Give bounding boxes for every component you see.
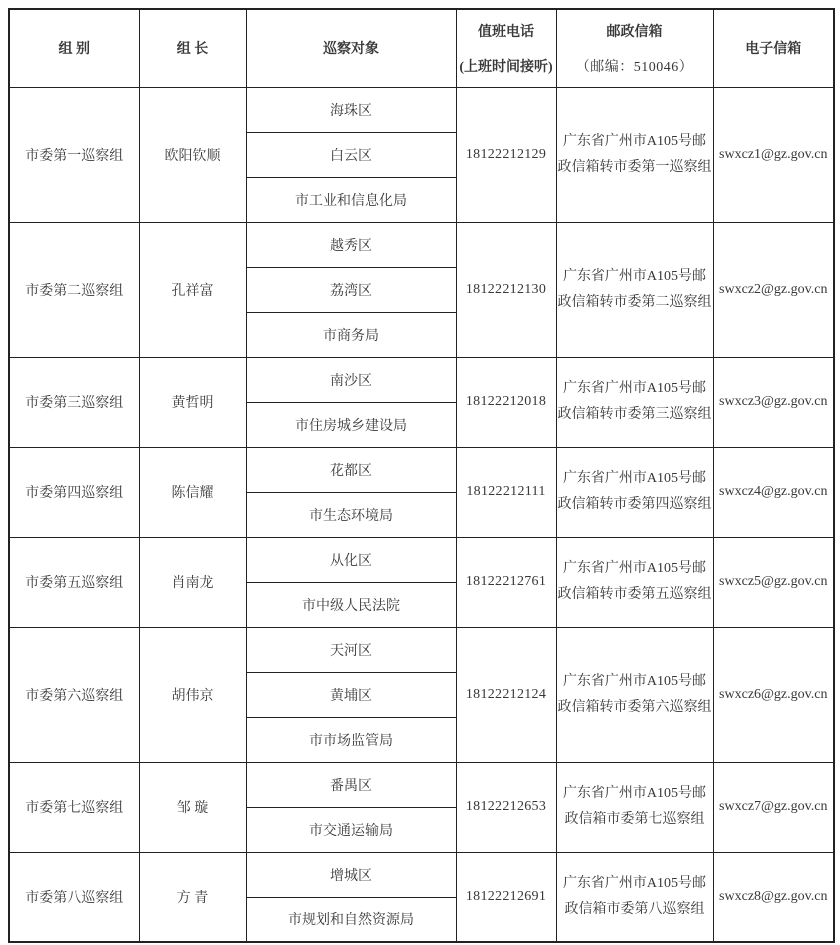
duty-phone-cell: 18122212761 <box>456 537 556 627</box>
header-duty-phone <box>456 9 556 87</box>
header-postal-box-note: （邮编：510046） <box>575 59 694 75</box>
header-duty-phone-note: (上班时间接听) <box>459 59 553 75</box>
target-cell: 从化区 <box>246 537 456 582</box>
target-cell: 市工业和信息化局 <box>246 177 456 222</box>
email-cell: swxcz7@gz.gov.cn <box>713 762 834 852</box>
leader-cell: 方 青 <box>139 852 246 942</box>
group-cell: 市委第五巡察组 <box>9 537 139 627</box>
duty-phone-cell: 18122212691 <box>456 852 556 942</box>
postal-box-cell: 广东省广州市A105号邮政信箱转市委第一巡察组 <box>556 87 713 222</box>
leader-cell: 邹 璇 <box>139 762 246 852</box>
duty-phone-cell: 18122212130 <box>456 222 556 357</box>
target-cell: 市住房城乡建设局 <box>246 402 456 447</box>
header-email: 电子信箱 <box>713 9 834 87</box>
table-row <box>9 357 834 402</box>
target-cell: 花都区 <box>246 447 456 492</box>
leader-cell: 欧阳钦顺 <box>139 87 246 222</box>
table-row <box>9 87 834 132</box>
table-row <box>9 762 834 807</box>
postal-box-cell: 广东省广州市A105号邮政信箱转市委第四巡察组 <box>556 447 713 537</box>
table-row <box>9 852 834 897</box>
email-cell: swxcz5@gz.gov.cn <box>713 537 834 627</box>
email-cell: swxcz8@gz.gov.cn <box>713 852 834 942</box>
leader-cell: 孔祥富 <box>139 222 246 357</box>
header-row <box>9 9 834 87</box>
target-cell: 白云区 <box>246 132 456 177</box>
email-cell: swxcz1@gz.gov.cn <box>713 87 834 222</box>
header-postal-box-title: 邮政信箱 <box>606 24 663 40</box>
leader-cell: 黄哲明 <box>139 357 246 447</box>
email-cell: swxcz4@gz.gov.cn <box>713 447 834 537</box>
duty-phone-cell: 18122212124 <box>456 627 556 762</box>
inspection-groups-table <box>8 8 835 943</box>
postal-box-cell: 广东省广州市A105号邮政信箱转市委第二巡察组 <box>556 222 713 357</box>
postal-box-cell: 广东省广州市A105号邮政信箱转市委第五巡察组 <box>556 537 713 627</box>
header-duty-phone-title: 值班电话 <box>478 24 534 40</box>
target-cell: 越秀区 <box>246 222 456 267</box>
target-cell: 市生态环境局 <box>246 492 456 537</box>
header-targets: 巡察对象 <box>246 9 456 87</box>
group-cell: 市委第三巡察组 <box>9 357 139 447</box>
email-cell: swxcz6@gz.gov.cn <box>713 627 834 762</box>
duty-phone-cell: 18122212129 <box>456 87 556 222</box>
target-cell: 黄埔区 <box>246 672 456 717</box>
table-row <box>9 627 834 672</box>
email-cell: swxcz2@gz.gov.cn <box>713 222 834 357</box>
duty-phone-cell: 18122212653 <box>456 762 556 852</box>
postal-box-cell: 广东省广州市A105号邮政信箱市委第七巡察组 <box>556 762 713 852</box>
leader-cell: 陈信耀 <box>139 447 246 537</box>
header-postal-box <box>556 9 713 87</box>
target-cell: 市中级人民法院 <box>246 582 456 627</box>
postal-box-cell: 广东省广州市A105号邮政信箱市委第八巡察组 <box>556 852 713 942</box>
header-group: 组 别 <box>9 9 139 87</box>
postal-box-cell: 广东省广州市A105号邮政信箱转市委第六巡察组 <box>556 627 713 762</box>
target-cell: 天河区 <box>246 627 456 672</box>
target-cell: 市规划和自然资源局 <box>246 897 456 942</box>
group-cell: 市委第二巡察组 <box>9 222 139 357</box>
group-cell: 市委第六巡察组 <box>9 627 139 762</box>
postal-box-cell: 广东省广州市A105号邮政信箱转市委第三巡察组 <box>556 357 713 447</box>
duty-phone-cell: 18122212111 <box>456 447 556 537</box>
email-cell: swxcz3@gz.gov.cn <box>713 357 834 447</box>
target-cell: 市商务局 <box>246 312 456 357</box>
group-cell: 市委第八巡察组 <box>9 852 139 942</box>
table-row <box>9 537 834 582</box>
group-cell: 市委第七巡察组 <box>9 762 139 852</box>
target-cell: 南沙区 <box>246 357 456 402</box>
duty-phone-cell: 18122212018 <box>456 357 556 447</box>
table-row <box>9 447 834 492</box>
target-cell: 市市场监管局 <box>246 717 456 762</box>
leader-cell: 肖南龙 <box>139 537 246 627</box>
target-cell: 荔湾区 <box>246 267 456 312</box>
header-leader: 组 长 <box>139 9 246 87</box>
group-cell: 市委第一巡察组 <box>9 87 139 222</box>
target-cell: 市交通运输局 <box>246 807 456 852</box>
target-cell: 番禺区 <box>246 762 456 807</box>
target-cell: 增城区 <box>246 852 456 897</box>
leader-cell: 胡伟京 <box>139 627 246 762</box>
group-cell: 市委第四巡察组 <box>9 447 139 537</box>
target-cell: 海珠区 <box>246 87 456 132</box>
table-row <box>9 222 834 267</box>
